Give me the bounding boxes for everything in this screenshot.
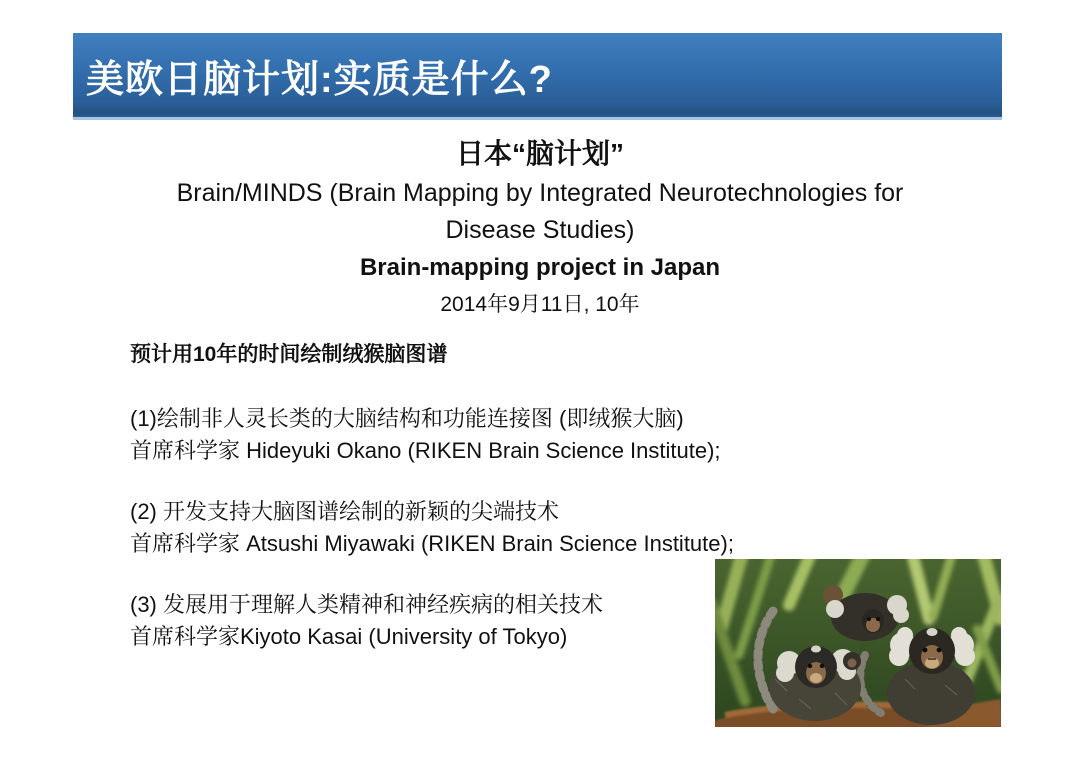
en-heading-line-1: Brain/MINDS (Brain Mapping by Integrated Neurotechnologies for	[176, 179, 904, 207]
section-3-task: (3) 发展用于理解人类精神和神经疾病的相关技术	[130, 592, 604, 617]
section-3-scientist: 首席科学家Kiyoto Kasai (University of Tokyo)	[130, 624, 568, 649]
marmoset-photo-illustration	[715, 559, 1001, 727]
section-2-task: (2) 开发支持大脑图谱绘制的新颖的尖端技术	[130, 499, 560, 524]
section-2-scientist: 首席科学家 Atsushi Miyawaki (RIKEN Brain Science Institute);	[130, 531, 734, 556]
en-heading-bold: Brain-mapping project in Japan	[359, 254, 721, 281]
jp-project-title: 日本“脑计划”	[455, 138, 624, 169]
heading-block	[75, 133, 1005, 323]
slide-title: 美欧日脑计划:实质是什么?	[86, 58, 553, 101]
section-1-scientist: 首席科学家 Hideyuki Okano (RIKEN Brain Science Institute);	[130, 438, 721, 463]
section-2	[130, 496, 830, 560]
en-heading-line-2: Disease Studies)	[445, 216, 635, 244]
section-1	[130, 403, 830, 467]
section-1-task: (1)绘制非人灵长类的大脑结构和功能连接图 (即绒猴大脑)	[130, 406, 684, 431]
slide-title-bar	[73, 33, 1002, 120]
project-date-line: 2014年9月11日, 10年	[440, 293, 640, 316]
marmoset-photo	[715, 559, 1001, 727]
lead-statement: 预计用10年的时间绘制绒猴脑图谱	[130, 343, 448, 366]
